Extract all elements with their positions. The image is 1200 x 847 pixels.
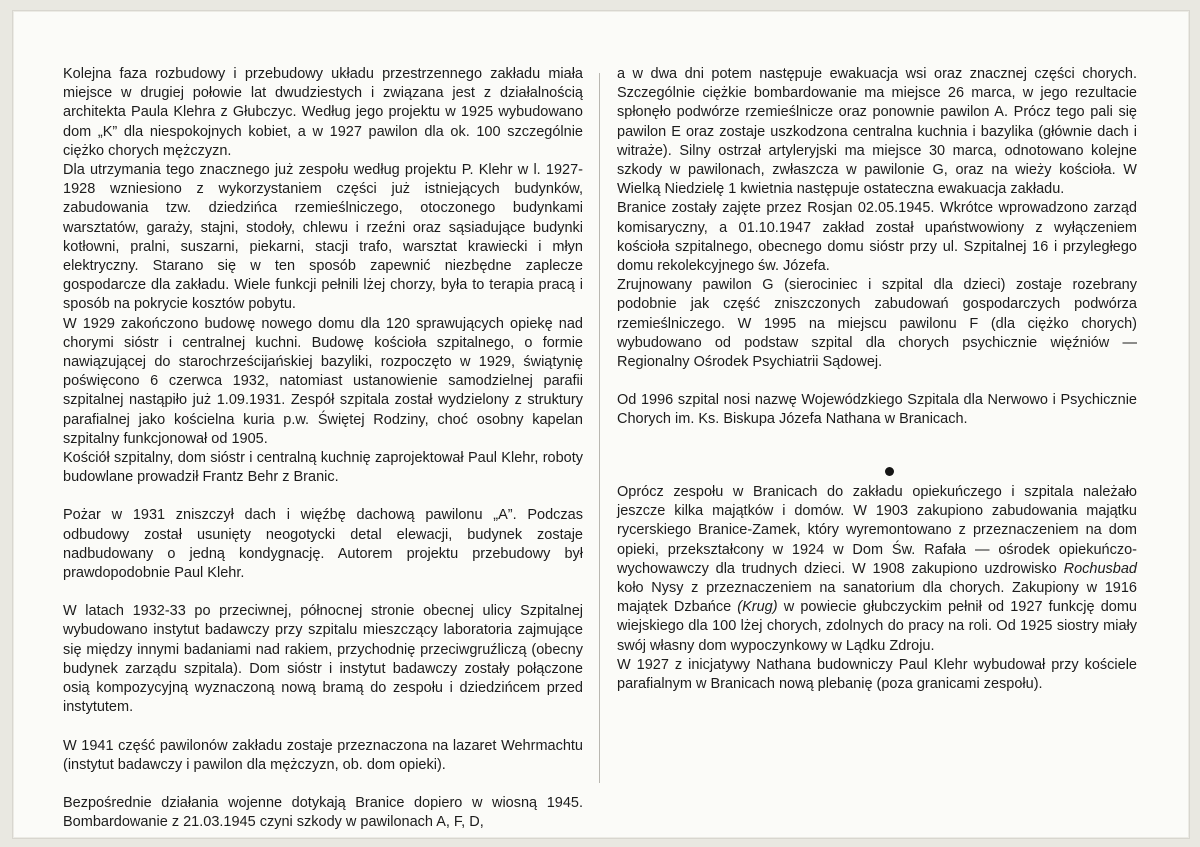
italic-text: Rochusbad — [1063, 560, 1137, 577]
italic-text: (Krug) — [737, 599, 778, 616]
paragraph: Dla utrzymania tego znacznego już zespołu według projektu P. Klehr w l. 1927-1928 wzniesiono z wykorzystaniem części już istniejących budynków, zabudowania tzw. dziedzińca rzemieślniczego, otoczonego budynkami warsztatów, garaży, stajni, stodoły, chlewu i rzeźni oraz sąsiadujące budynki kotłowni, pralni, suszarni, piekarni, stacji trafo, warsztat krawiecki i młyn elektryczny. Starano się w ten sposób zapewnić niezbędne zaplecze gospodarcze dla zakładu. Wiele funkcji pełnili lżej chorzy, była to terapia pracą i sposób na pokrycie kosztów pobytu. — [63, 162, 583, 313]
paragraph — [617, 483, 1137, 656]
paragraph: Branice zostały zajęte przez Rosjan 02.05.1945. Wkrótce wprowadzono zarząd komisaryczny, a 01.10.1947 zakład został upaństwowiony z wyłączeniem kościoła szpitalnego, obecnego domu sióstr przy ul. Szpitalnej 16 i przyległego domu rekolekcyjnego św. Józefa. — [617, 200, 1137, 275]
text-run: w powiecie głubczyckim pełnił od 1927 funkcję domu wiejskiego dla 100 lżej chorych, zdolnych do pracy na roli. Od 1925 siostry miały swój własny dom wypoczynkowy w Lądku Zdroju. — [617, 599, 1137, 654]
paragraph: Kościół szpitalny, dom sióstr i centralną kuchnię zaprojektował Paul Klehr, roboty budowlane prowadził Frantz Behr z Branic. — [63, 450, 583, 486]
paragraph: W 1941 część pawilonów zakładu zostaje przeznaczona na lazaret Wehrmachtu (instytut badawczy i pawilon dla mężczyzn, ob. dom opieki). — [63, 737, 583, 773]
paragraph: W latach 1932-33 po przeciwnej, północnej stronie obecnej ulicy Szpitalnej wybudowano instytut badawczy przy szpitalu mieszczący laboratoria zajmujące się między innymi badaniami nad rakiem, przychodnię przeciwgruźliczą (obecny budynek zarządu szpitala). Dom sióstr i instytut badawczy zostały połączone osią kompozycyjną wyznaczoną nową bramą do zespołu i dziedzińcem przed instytutem. — [63, 603, 583, 716]
section-bullet-icon — [885, 467, 894, 476]
paragraph: Zrujnowany pawilon G (sierociniec i szpital dla dzieci) zostaje rozebrany podobnie jak część zniszczonych zabudowań gospodarczych podwórza rzemieślniczego. W 1995 na miejscu pawilonu F (dla ciężko chorych) wybudowano od podstaw szpital dla chorych psychicznie więźniów — Regionalny Ośrodek Psychiatrii Sądowej. — [617, 277, 1137, 371]
paragraph: Od 1996 szpital nosi nazwę Wojewódzkiego Szpitala dla Nerwowo i Psychicznie Chorych im. Ks. Biskupa Józefa Nathana w Branicach. — [617, 392, 1137, 428]
paragraph-gap — [617, 372, 1137, 391]
right-column-lower — [617, 483, 1137, 694]
paragraph: Kolejna faza rozbudowy i przebudowy układu przestrzennego zakładu miała miejsce w drugiej połowie lat dwudziestych i związana jest z działalnością architekta Paula Klehra z Głubczyc. Według jego projektu w 1925 wybudowano dom „K” dla niespokojnych kobiet, a w 1927 pawilon dla ok. 100 szczególnie ciężko chorych mężczyzn. — [63, 66, 583, 159]
right-column-upper — [617, 65, 1137, 430]
paragraph-gap — [63, 775, 583, 794]
paragraph: Pożar w 1931 zniszczył dach i więźbę dachową pawilonu „A”. Podczas odbudowy został usunięty neogotycki detal elewacji, budynek zostaje nadbudowany o jedną kondygnację. Autorem projektu przebudowy był prawdopodobnie Paul Klehr. — [63, 507, 583, 582]
paragraph: W 1929 zakończono budowę nowego domu dla 120 sprawujących opiekę nad chorymi sióstr i centralnej kuchni. Budowę kościoła szpitalnego, o formie nawiązującej do starochrześcijańskiej bazyliki, rozpoczęto w 1929, świątynię poświęcono 6 czerwca 1932, natomiast ustanowienie samodzielnej parafii szpitalnej nastąpiło już 1.09.1931. Zespół szpitala został wydzielony z struktury parafialnej jako kościelna kuria p.w. Świętej Rodziny, choć osobny kapelan szpitalny funkcjonował od 1905. — [63, 315, 583, 447]
document-page — [12, 10, 1190, 839]
paragraph-gap — [63, 718, 583, 737]
text-run: Oprócz zespołu w Branicach do zakładu opiekuńczego i szpitala należało jeszcze kilka majątków i domów. W 1903 zakupiono zabudowania majątku rycerskiego Branice-Zamek, który wyremontowano z przeznaczeniem na dom opieki, przekształcony w 1924 w Dom Św. Rafała — ośrodek opiekuńczo-wychowawczy dla trudnych dzieci. W 1908 zakupiono uzdrowisko — [617, 484, 1137, 577]
column-divider — [599, 73, 600, 783]
paragraph-gap — [63, 583, 583, 602]
paragraph: W 1927 z inicjatywy Nathana budowniczy Paul Klehr wybudował przy kościele parafialnym w Branicach nową plebanię (poza granicami zespołu). — [617, 656, 1137, 693]
paragraph-gap — [63, 487, 583, 506]
paragraph: Bezpośrednie działania wojenne dotykają Branice dopiero w wiosną 1945. Bombardowanie z 21.03.1945 czyni szkody w pawilonach A, F, D, — [63, 794, 583, 831]
paragraph: a w dwa dni potem następuje ewakuacja wsi oraz znacznej części chorych. Szczególnie ciężkie bombardowanie ma miejsce 26 marca, w jego rezultacie spłonęło podwórze rzemieślnicze oraz ponownie pawilon A. Prócz tego pali się pawilon E oraz zostaje uszkodzona centralna kuchnia i bazylika (głównie dach i witraże). Silny ostrzał artyleryjski ma miejsce 30 marca, odnotowano kolejne szkody w pawilonach, zwłaszcza w pawilonie G, oraz na wieży kościoła. W Wielką Niedzielę 1 kwietnia następuje ostateczna ewakuacja zakładu. — [617, 66, 1137, 198]
left-column — [63, 65, 583, 832]
text-run: koło Nysy z przeznaczeniem na sanatorium dla chorych. Zakupiony w 1916 majątek Dzbańce — [617, 580, 1137, 616]
